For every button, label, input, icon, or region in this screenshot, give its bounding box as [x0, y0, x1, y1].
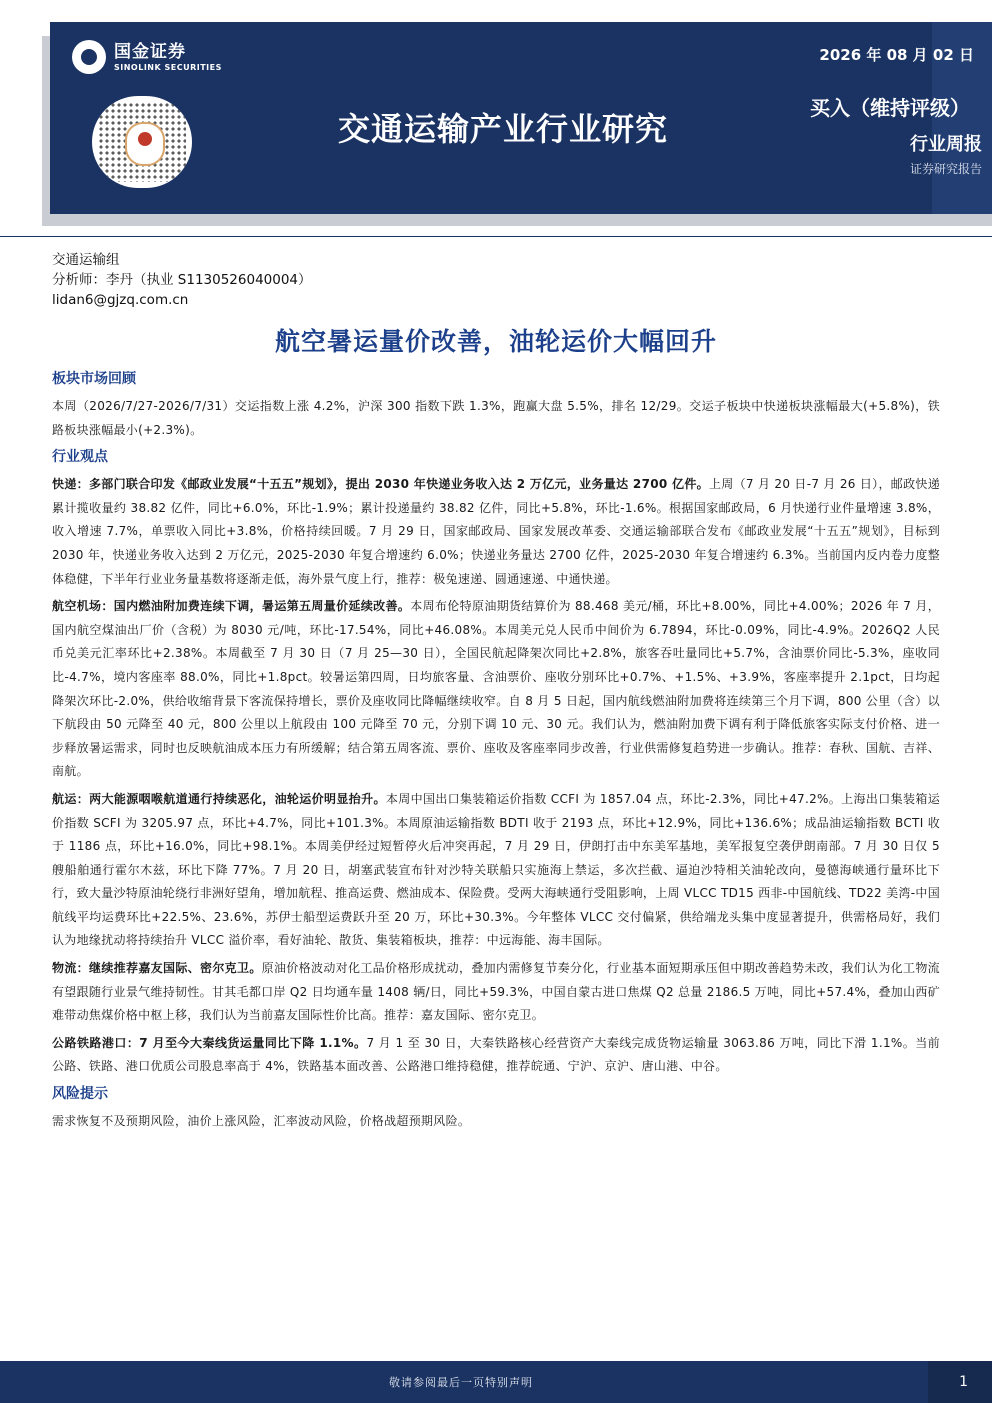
research-group: 交通运输组	[52, 252, 120, 268]
section-title-market: 板块市场回顾	[52, 371, 136, 387]
page-number: 1	[928, 1361, 992, 1403]
view-aviation	[52, 595, 940, 784]
analyst-email[interactable]: lidan6@gjzq.com.cn	[52, 292, 189, 308]
view-body: 原油价格波动对化工品价格形成扰动，叠加内需修复节奏分化，行业基本面短期承压但中期改善趋势未改，我们认为化工物流有望跟随行业景气维持韧性。甘其毛都口岸 Q2 日均通车量 1408 辆/日，同比+59.3%，中国自蒙古进口焦煤 Q2 总量 2186.5 万吨，同比+57.4%，叠加山西矿难带动焦煤价格中枢上移，我们认为当前嘉友国际性价比高。推荐：嘉友国际、密尔克卫。	[52, 961, 940, 1023]
logo-cn: 国金证券	[114, 41, 186, 62]
view-body: 7 月 1 至 30 日，大秦铁路核心经营资产大秦线完成货物运输量 3063.86 万吨，同比下滑 1.1%。当前公路、铁路、港口优质公司股息率高于 4%，铁路基本面改善、公路港口维持稳健，推荐皖通、宁沪、京沪、唐山港、中谷。	[52, 1035, 940, 1074]
view-express	[52, 473, 940, 591]
view-lead: 航空机场：国内燃油附加费连续下调，暑运第五周量价延续改善。	[52, 599, 411, 614]
view-body: 上周（7 月 20 日-7 月 26 日），邮政快递累计揽收量约 38.82 亿件，同比+6.0%，环比-1.9%；累计投递量约 38.82 亿件，同比+5.8%，环比-1.6%。根据国家邮政局，6 月快递行业件量增速 3.8%，收入增速 7.7%，单票收入同比+3.8%，价格持续回暖。7 月 29 日，国家邮政局、国家发展改革委、交通运输部联合发布《邮政业发展“十五五”规划》，目标到 2030 年，快递业务收入达到 2 万亿元，2025-2030 年复合增速约 6.0%；快递业务量达 2700 亿件，2025-2030 年复合增速约 6.3%。当前国内反内卷力度整体稳健，下半年行业业务量基数将逐渐走低，海外景气度上行，推荐：极兔速递、圆通速递、中通快递。	[52, 477, 941, 586]
view-body: 本周中国出口集装箱运价指数 CCFI 为 1857.04 点，环比-2.3%，同比+47.2%。上海出口集装箱运价指数 SCFI 为 3205.97 点，环比+4.7%，同比+101.3%。本周原油运输指数 BDTI 收于 2193 点，环比+12.9%，同比+136.6%；成品油运输指数 BCTI 收于 1186 点，环比+16.0%，同比+98.1%。本周美伊经过短暂停火后冲突再起，7 月 29 日，伊朗打击中东美军基地，美军报复空袭伊朗南部。7 月 30 日仅 5 艘船舶通行霍尔木兹，环比下降 77%。7 月 20 日，胡塞武装宣布针对沙特关联船只实施海上禁运，多次拦截、逼迫沙特相关油轮改向，曼德海峡通行量环比下行，致大量沙特原油轮绕行非洲好望角，增加航程、推高运费、燃油成本、保险费。受两大海峡通行受阻影响，上周 VLCC TD15 西非-中国航线、TD22 美湾-中国航线平均运费环比+22.5%、23.6%，苏伊士船型运费跃升至 20 万，环比+30.3%。今年整体 VLCC 交付偏紧，供给端龙头集中度显著提升，供需格局好，我们认为地缘扰动将持续抬升 VLCC 溢价率，看好油轮、散货、集装箱板块，推荐：中远海能、海丰国际。	[52, 791, 941, 948]
logo-en: SINOLINK SECURITIES	[114, 62, 222, 72]
report-title: 交通运输产业行业研究	[337, 110, 668, 148]
view-lead: 公路铁路港口：7 月至今大秦线货运量同比下降 1.1%。	[52, 1035, 367, 1050]
view-shipping	[52, 788, 940, 953]
headline: 航空暑运量价改善，油轮运价大幅回升	[274, 327, 717, 356]
risk-text: 需求恢复不及预期风险，油价上涨风险，汇率波动风险，价格战超预期风险。	[52, 1114, 471, 1129]
footer-disclaimer: 敬请参阅最后一页特别声明	[389, 1376, 533, 1389]
company-logo	[72, 40, 222, 74]
view-lead: 物流：继续推荐嘉友国际、密尔克卫。	[52, 961, 262, 976]
analyst-name: 分析师：李丹（执业 S1130526040004）	[52, 272, 312, 288]
logo-text	[114, 42, 222, 73]
section-title-views: 行业观点	[52, 449, 108, 466]
view-logistics	[52, 957, 940, 1028]
view-lead: 快递：多部门联合印发《邮政业发展“十五五”规划》，提出 2030 年快递业务收入达 2 万亿元，业务量达 2700 亿件。	[52, 477, 709, 492]
report-type: 行业周报	[910, 134, 982, 155]
report-category: 证券研究报告	[909, 162, 982, 176]
logo-mark-icon	[72, 40, 106, 74]
author-info	[52, 250, 312, 310]
view-body: 本周布伦特原油期货结算价为 88.468 美元/桶，环比+8.00%，同比+4.00%；2026 年 7 月，国内航空煤油出厂价（含税）为 8030 元/吨，环比-17.54%，同比+46.08%。本周美元兑人民币中间价为 6.7894，环比-0.09%，同比-4.9%。2026Q2 人民币兑美元汇率环比+2.38%。本周截至 7 月 30 日（7 月 25—30 日），全国民航起降架次同比+2.8%，旅客吞吐量同比+5.7%，含油票价同比-5.3%，座收同比-4.7%，境内客座率 88.0%，同比+1.8pct。较暑运第四周，日均旅客量、含油票价、座收分别环比+0.7%、+1.5%、+3.9%，客座率提升 2.1pct，日均起降架次环比-2.0%，供给收缩背景下客流保持增长，票价及座收同比降幅继续收窄。自 8 月 5 日起，国内航线燃油附加费将连续第三个月下调，800 公里（含）以下航段由 50 元降至 40 元，800 公里以上航段由 100 元降至 70 元，分别下调 10 元、30 元。我们认为，燃油附加费下调有利于降低旅客实际支付价格、进一步释放暑运需求，同时也反映航油成本压力有所缓解；结合第五周客流、票价、座收及客座率同步改善，行业供需修复趋势进一步确认。推荐：春秋、国航、吉祥、南航。	[52, 599, 940, 779]
header-divider	[0, 236, 992, 237]
market-review-text: 本周（2026/7/27-2026/7/31）交运指数上涨 4.2%，沪深 300 指数下跌 1.3%，跑赢大盘 5.5%，排名 12/29。交运子板块中快递板块涨幅最大(+5.8%)，铁路板块涨幅最小(+2.3%)。	[52, 399, 940, 437]
rating: 买入（维持评级）	[810, 96, 970, 120]
report-date: 2026 年 08 月 02 日	[819, 46, 974, 64]
section-title-risk: 风险提示	[52, 1086, 108, 1103]
qr-code-icon	[92, 96, 192, 188]
view-road-rail-port	[52, 1032, 940, 1079]
qr-center-logo-icon	[125, 122, 165, 166]
view-lead: 航运：两大能源咽喉航道通行持续恶化，油轮运价明显抬升。	[52, 791, 386, 806]
report-body	[52, 368, 940, 1138]
